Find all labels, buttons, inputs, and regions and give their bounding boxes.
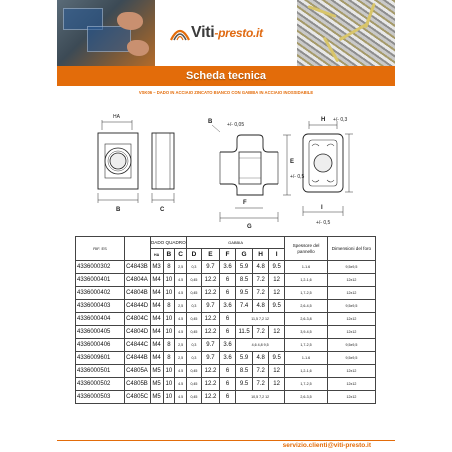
cell-ref: C4804A (125, 274, 151, 287)
cell-f: 3.6 (220, 300, 236, 313)
cell-h: 7.2 (253, 378, 269, 391)
cell-code: 4336000501 (76, 365, 125, 378)
cell-c: 4.5 (175, 326, 187, 339)
cell-b: 8 (163, 261, 175, 274)
cell-f: 6 (220, 313, 236, 326)
cell-ha: M4 (150, 339, 163, 352)
cell-code: 4336009601 (76, 352, 125, 365)
specification-table (75, 236, 376, 404)
cell-g: 4,6 4,8 9,5 (236, 339, 285, 352)
header-photo-tools (57, 0, 155, 66)
cell-e: 12.2 (201, 313, 219, 326)
cell-b: 10 (163, 378, 175, 391)
cell-g: 11.5 (236, 326, 253, 339)
cell-g: 9.5 (236, 287, 253, 300)
cell-code: 4336000503 (76, 391, 125, 404)
table-row (76, 261, 376, 274)
side-f-label: F (243, 200, 247, 206)
header-g: G (236, 249, 253, 261)
cell-b: 10 (163, 287, 175, 300)
cell-g: 11,5 7,2 12 (236, 313, 285, 326)
cell-ref: C4844C (125, 339, 151, 352)
front-b-label: B (116, 207, 121, 213)
cell-code: 4336000302 (76, 261, 125, 274)
header-photo-screws (297, 0, 395, 66)
cell-ha: M3 (150, 261, 163, 274)
cell-sp: 1-1.6 (285, 261, 328, 274)
cell-ref: C4844D (125, 300, 151, 313)
cell-i: 9.5 (269, 261, 285, 274)
cell-ref: C4805B (125, 378, 151, 391)
cage-h-tolerance: +/- 0,3 (333, 117, 348, 123)
cell-ref: C4805A (125, 365, 151, 378)
cell-b: 8 (163, 300, 175, 313)
cell-c: 4.5 (175, 274, 187, 287)
specification-table-body (76, 261, 376, 404)
header-h: H (253, 249, 269, 261)
cell-d: 0,3 (186, 261, 201, 274)
cell-ref: C4843B (125, 261, 151, 274)
cell-i: 12 (269, 365, 285, 378)
cell-g: 5.9 (236, 352, 253, 365)
cell-f: 3.6 (220, 261, 236, 274)
cell-ha: M4 (150, 274, 163, 287)
cell-h: 7.2 (253, 287, 269, 300)
cell-b: 10 (163, 391, 175, 404)
cell-b: 10 (163, 365, 175, 378)
cell-i: 12 (269, 378, 285, 391)
cage-h-label: H (321, 117, 326, 123)
cell-ha: M5 (150, 378, 163, 391)
table-row (76, 378, 376, 391)
cell-code: 4336000401 (76, 274, 125, 287)
cell-ref: C4844B (125, 352, 151, 365)
cage-view-drawing (303, 117, 353, 226)
cell-d: 0,45 (186, 391, 201, 404)
cell-i: 12 (269, 274, 285, 287)
cell-e: 12.2 (201, 326, 219, 339)
logo-mark-icon (169, 24, 191, 42)
cell-ref: C4804D (125, 326, 151, 339)
cell-dim: 9,5x9,5 (327, 261, 375, 274)
table-row (76, 352, 376, 365)
cell-code: 4336000406 (76, 339, 125, 352)
table-row (76, 365, 376, 378)
header-ha: HA (150, 249, 163, 261)
cell-d: 0,45 (186, 287, 201, 300)
logo-text: Viti-presto.it (191, 24, 263, 41)
cell-f: 6 (220, 378, 236, 391)
cell-i: 12 (269, 287, 285, 300)
banner-title: Scheda tecnica (57, 66, 395, 86)
header-spessore: Spessore del pannello (285, 237, 328, 261)
cell-d: 0,45 (186, 365, 201, 378)
cell-d: 0,3 (186, 339, 201, 352)
cell-e: 9.7 (201, 261, 219, 274)
header-e: E (201, 249, 219, 261)
cell-e: 12.2 (201, 274, 219, 287)
cell-dim: 12x12 (327, 326, 375, 339)
side-b-label: B (208, 119, 213, 125)
cell-d: 0,3 (186, 300, 201, 313)
header-c: C (175, 249, 187, 261)
cell-code: 4336000404 (76, 313, 125, 326)
header-rif: RIF. ES (76, 237, 125, 261)
cell-dim: 12x12 (327, 274, 375, 287)
header-gabbia: GABBIA (186, 237, 284, 249)
cell-f: 6 (220, 274, 236, 287)
cell-ha: M4 (150, 326, 163, 339)
cell-h: 4.8 (253, 300, 269, 313)
cell-d: 0,45 (186, 378, 201, 391)
footer-divider (57, 440, 395, 441)
cell-sp: 1,7-2,5 (285, 339, 328, 352)
table-row (76, 391, 376, 404)
cell-sp: 3,9-4,5 (285, 326, 328, 339)
header-b: B (163, 249, 175, 261)
cell-g: 8.5 (236, 365, 253, 378)
cell-e: 9.7 (201, 300, 219, 313)
side-g-label: G (247, 224, 252, 230)
cell-e: 12.2 (201, 391, 219, 404)
cell-sp: 2,6-3,8 (285, 313, 328, 326)
cell-h: 4.8 (253, 352, 269, 365)
cell-h: 7.2 (253, 326, 269, 339)
cell-h: 4.8 (253, 261, 269, 274)
cell-e: 12.2 (201, 287, 219, 300)
cell-g: 9.5 (236, 378, 253, 391)
cell-dim: 12x12 (327, 378, 375, 391)
cell-sp: 1,2-1,6 (285, 365, 328, 378)
cell-d: 0,3 (186, 352, 201, 365)
product-subtitle: VSK06 – DADO IN ACCIAIO ZINCATO BIANCO CON GABBIA IN ACCIAIO INOSSIDABILE (138, 90, 314, 95)
cell-ref: C4804B (125, 287, 151, 300)
cage-i-tolerance: +/- 0,5 (316, 220, 331, 226)
cell-e: 12.2 (201, 378, 219, 391)
cell-g: 5.9 (236, 261, 253, 274)
cell-dim: 9,5x9,5 (327, 300, 375, 313)
technical-drawings (57, 100, 395, 230)
cell-c: 4.5 (175, 313, 187, 326)
cell-dim: 12x12 (327, 313, 375, 326)
table-row (76, 287, 376, 300)
brand-logo[interactable] (169, 20, 289, 48)
cell-c: 4.5 (175, 287, 187, 300)
cell-c: 4.5 (175, 365, 187, 378)
cell-i: 9.5 (269, 352, 285, 365)
cell-c: 2,5 (175, 339, 187, 352)
header-dado: DADO QUADRO (150, 237, 186, 249)
cell-d: 0,45 (186, 274, 201, 287)
side-e-label: E (290, 159, 295, 165)
header-f: F (220, 249, 236, 261)
cell-ha: M4 (150, 313, 163, 326)
header-ref-blank (125, 237, 151, 261)
cell-c: 4.5 (175, 391, 187, 404)
cell-g: 7.4 (236, 300, 253, 313)
cell-c: 2,5 (175, 300, 187, 313)
customer-service-email[interactable]: servizio.clienti@viti-presto.it (282, 442, 371, 449)
cell-g: 10,5 7,2 12 (236, 391, 285, 404)
cell-ref: C4804C (125, 313, 151, 326)
cell-f: 3.6 (220, 339, 236, 352)
cell-code: 4336000405 (76, 326, 125, 339)
front-ha-label: HA (113, 114, 120, 120)
cell-f: 6 (220, 365, 236, 378)
cell-dim: 12x12 (327, 287, 375, 300)
footer (57, 440, 395, 452)
cell-b: 8 (163, 339, 175, 352)
cell-code: 4336000502 (76, 378, 125, 391)
cell-sp: 2,6-3,5 (285, 391, 328, 404)
cell-f: 3.6 (220, 352, 236, 365)
cell-sp: 2,6-4,5 (285, 300, 328, 313)
cell-ha: M5 (150, 365, 163, 378)
cell-e: 12.2 (201, 365, 219, 378)
cell-b: 10 (163, 274, 175, 287)
cell-dim: 12x12 (327, 391, 375, 404)
cell-f: 6 (220, 391, 236, 404)
cell-i: 9.5 (269, 300, 285, 313)
header-i: I (269, 249, 285, 261)
cell-c: 4.5 (175, 378, 187, 391)
cell-g: 8.5 (236, 274, 253, 287)
cell-d: 0,45 (186, 326, 201, 339)
cell-sp: 1,2-1,6 (285, 274, 328, 287)
cell-h: 7.2 (253, 365, 269, 378)
table-row (76, 300, 376, 313)
table-row (76, 274, 376, 287)
cage-i-label: I (321, 205, 323, 211)
side-e-tolerance: +/- 0,5 (290, 174, 305, 180)
header-d: D (186, 249, 201, 261)
cell-ha: M4 (150, 300, 163, 313)
cell-ha: M5 (150, 391, 163, 404)
cell-dim: 12x12 (327, 365, 375, 378)
cell-sp: 1-1.6 (285, 352, 328, 365)
table-row (76, 339, 376, 352)
side-b-tolerance: +/- 0,05 (227, 122, 245, 128)
cell-sp: 1,7-2,5 (285, 378, 328, 391)
cell-c: 2,5 (175, 352, 187, 365)
cell-b: 10 (163, 326, 175, 339)
cell-ha: M4 (150, 352, 163, 365)
cell-dim: 9,5x9,5 (327, 352, 375, 365)
cell-i: 12 (269, 326, 285, 339)
cell-e: 9.7 (201, 339, 219, 352)
table-row (76, 313, 376, 326)
cell-e: 9.7 (201, 352, 219, 365)
front-view-drawing (98, 114, 174, 213)
cell-b: 10 (163, 313, 175, 326)
cell-h: 7.2 (253, 274, 269, 287)
cell-c: 2,5 (175, 261, 187, 274)
cell-code: 4336000403 (76, 300, 125, 313)
cell-ha: M4 (150, 287, 163, 300)
cell-b: 8 (163, 352, 175, 365)
technical-sheet (57, 0, 395, 452)
cell-d: 0,45 (186, 313, 201, 326)
cell-code: 4336000402 (76, 287, 125, 300)
cell-sp: 1,7-2,5 (285, 287, 328, 300)
cell-dim: 9,5x9,5 (327, 339, 375, 352)
side-profile-drawing (208, 119, 305, 230)
header-dimensioni: Dimensioni del foro (327, 237, 375, 261)
table-row (76, 326, 376, 339)
cell-ref: C4805C (125, 391, 151, 404)
front-c-label: C (160, 207, 165, 213)
cell-f: 6 (220, 287, 236, 300)
cell-f: 6 (220, 326, 236, 339)
